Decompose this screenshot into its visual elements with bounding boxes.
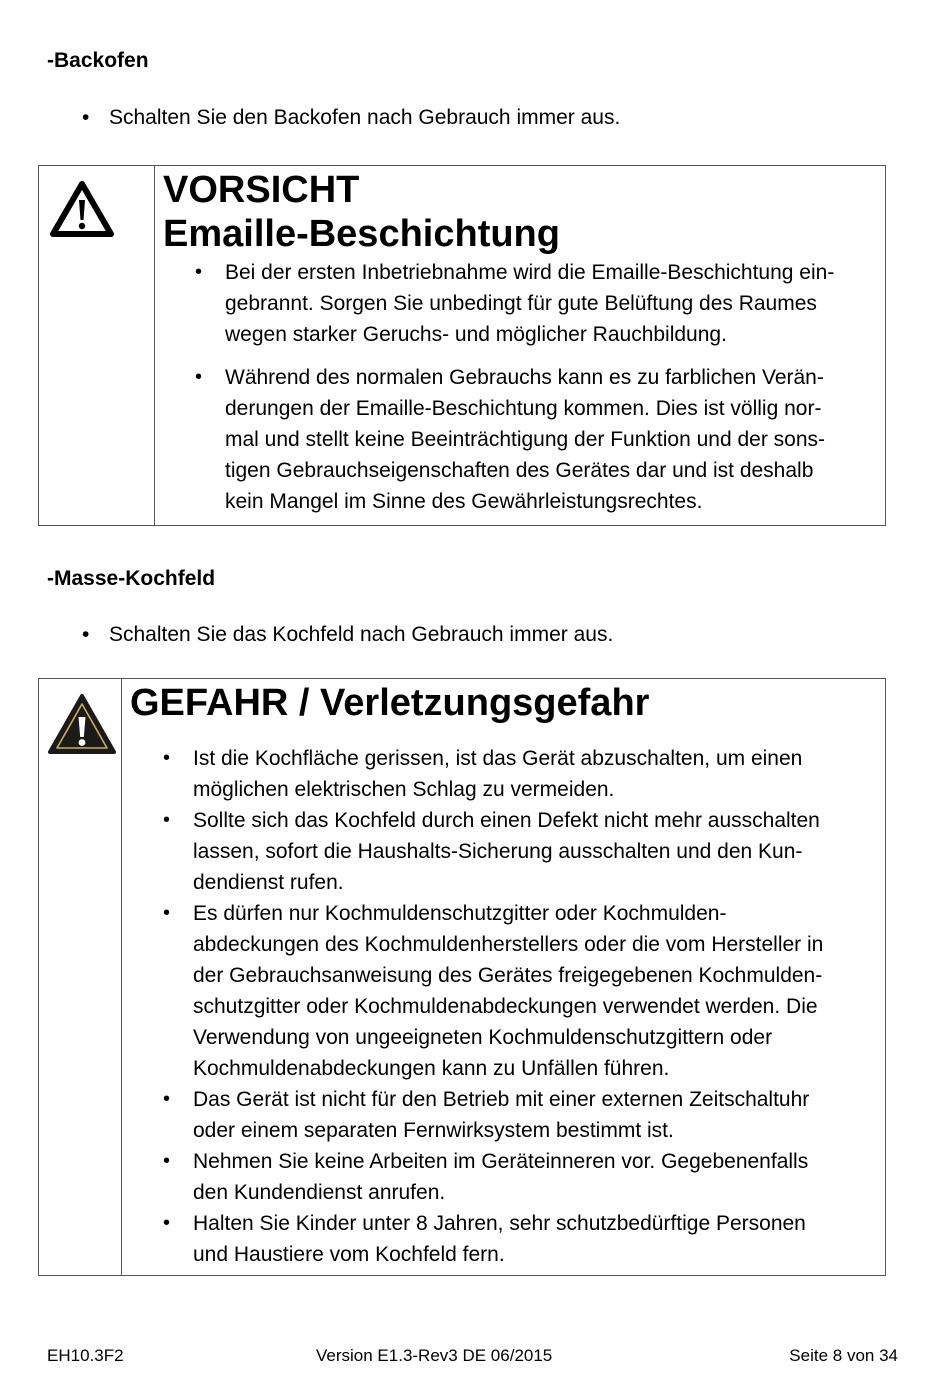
list-item [191, 362, 881, 517]
list-item [191, 257, 881, 350]
danger-title: GEFAHR / Verletzungsgefahr [130, 682, 650, 724]
list-item-line: • Das Gerät ist nicht für den Betrieb mit einer externen Zeitschaltuhr [193, 1088, 810, 1111]
section-heading-backofen: -Backofen [47, 49, 149, 72]
list-item-line: möglichen elektrischen Schlag zu vermeiden. [193, 778, 615, 801]
bullet-dot: • [82, 623, 90, 646]
list-item-text: Schalten Sie den Backofen nach Gebrauch immer aus. [109, 106, 621, 129]
list-item-line: • Sollte sich das Kochfeld durch einen Defekt nicht mehr ausschalten [193, 809, 820, 832]
list-item-line: kein Mangel im Sinne des Gewährleistungsrechtes. [225, 490, 703, 513]
list-item [159, 1084, 881, 1146]
list-item-line: abdeckungen des Kochmuldenherstellers oder die vom Hersteller in [193, 933, 824, 956]
list-item-line: • Es dürfen nur Kochmuldenschutzgitter oder Kochmulden- [193, 902, 727, 925]
list-item-text: Schalten Sie das Kochfeld nach Gebrauch immer aus. [109, 623, 614, 646]
list-item [159, 743, 881, 805]
caution-icon-column [39, 166, 155, 525]
list-item-line: gebrannt. Sorgen Sie unbedingt für gute Belüftung des Raumes [225, 292, 817, 315]
list-item [159, 805, 881, 898]
list-item-line: Kochmuldenabdeckungen kann zu Unfällen führen. [193, 1057, 670, 1080]
list-item [159, 898, 881, 1084]
list-item-line: mal und stellt keine Beeinträchtigung der Funktion und der sons- [225, 428, 826, 451]
list-item-line: • Bei der ersten Inbetriebnahme wird die Emaille-Beschichtung ein- [225, 261, 835, 284]
list-item-line: und Haustiere vom Kochfeld fern. [193, 1243, 505, 1266]
footer-model: EH10.3F2 [47, 1346, 124, 1365]
list-item [159, 1146, 881, 1208]
list-item-line: den Kundendienst anrufen. [193, 1181, 446, 1204]
danger-icon-column [39, 679, 122, 1275]
caution-title [163, 168, 560, 256]
caution-list [191, 257, 881, 517]
caution-title-line1: VORSICHT [163, 169, 360, 211]
warning-triangle-outline-icon [49, 180, 115, 238]
footer-page-number: Seite 8 von 34 [789, 1346, 898, 1365]
list-item-kochfeld [82, 622, 613, 648]
bullet-dot: • [82, 106, 90, 129]
list-item-line: der Gebrauchsanweisung des Gerätes freigegebenen Kochmulden- [193, 964, 823, 987]
list-item-line: • Halten Sie Kinder unter 8 Jahren, sehr schutzbedürftige Personen [193, 1212, 806, 1235]
list-item-line: • Nehmen Sie keine Arbeiten im Geräteinneren vor. Gegebenenfalls [193, 1150, 809, 1173]
list-item-line: lassen, sofort die Haushalts-Sicherung ausschalten und den Kun- [193, 840, 803, 863]
section-heading-masse-kochfeld: -Masse-Kochfeld [47, 567, 216, 590]
list-item-line: dendienst rufen. [193, 871, 344, 894]
danger-list [159, 743, 881, 1270]
list-item-line: oder einem separaten Fernwirksystem bestimmt ist. [193, 1119, 674, 1142]
list-item-line: • Während des normalen Gebrauchs kann es zu farblichen Verän- [225, 366, 824, 389]
footer-version: Version E1.3-Rev3 DE 06/2015 [316, 1346, 553, 1365]
warning-triangle-filled-icon [47, 693, 117, 755]
caution-box [38, 165, 886, 526]
danger-box [38, 678, 886, 1276]
list-item-backofen [82, 105, 620, 131]
list-item-line: • Ist die Kochfläche gerissen, ist das Gerät abzuschalten, um einen [193, 747, 803, 770]
list-item-line: Verwendung von ungeeigneten Kochmuldenschutzgittern oder [193, 1026, 773, 1049]
list-item [159, 1208, 881, 1270]
list-item-line: derungen der Emaille-Beschichtung kommen. Dies ist völlig nor- [225, 397, 822, 420]
list-item-line: tigen Gebrauchseigenschaften des Gerätes dar und ist deshalb [225, 459, 814, 482]
caution-title-line2: Emaille-Beschichtung [163, 213, 560, 255]
list-item-line: wegen starker Geruchs- und möglicher Rauchbildung. [225, 323, 727, 346]
list-item-line: schutzgitter oder Kochmuldenabdeckungen verwendet werden. Die [193, 995, 818, 1018]
